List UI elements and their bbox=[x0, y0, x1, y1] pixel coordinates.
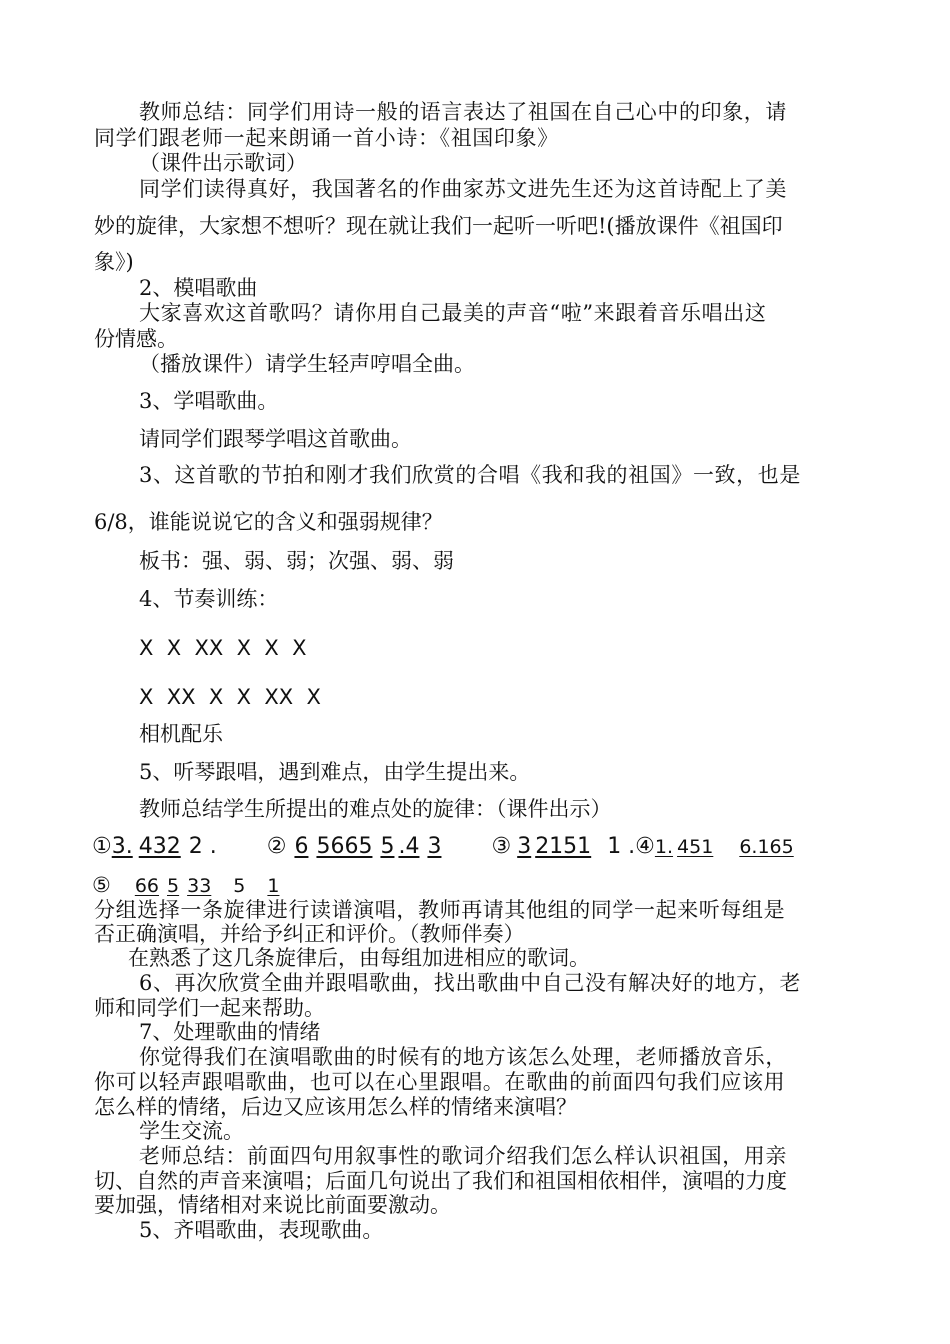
melody-4-note: 165 bbox=[757, 836, 794, 858]
melody-1-note: 3. bbox=[111, 834, 133, 859]
melody-4-note: 451 bbox=[677, 836, 714, 858]
paragraph-line: 你可以轻声跟唱歌曲，也可以在心里跟唱。在歌曲的前面四句我们应该用 bbox=[94, 1070, 786, 1094]
melody-2-note: 6 bbox=[294, 834, 309, 859]
melody-3-note: 3 bbox=[517, 834, 532, 859]
paragraph-line: 师和同学们一起来帮助。 bbox=[94, 996, 325, 1020]
paragraph-line: 教师总结学生所提出的难点处的旋律：（课件出示） bbox=[139, 797, 612, 821]
melody-1-number: ① bbox=[92, 834, 112, 859]
paragraph-line: 相机配乐 bbox=[139, 722, 223, 746]
melody-5-note: 5 bbox=[233, 875, 246, 897]
melody-4-note: 1. bbox=[654, 836, 674, 858]
section-heading: 4、节奏训练： bbox=[139, 587, 279, 611]
paragraph-line: 老师总结：前面四句用叙事性的歌词介绍我们怎么样认识祖国，用亲 bbox=[139, 1144, 787, 1168]
melody-5-note: 5 bbox=[167, 875, 180, 897]
melody-5-number: ⑤ bbox=[92, 873, 111, 897]
melody-4-note: 6. bbox=[739, 836, 758, 858]
melody-1-note: 432 bbox=[138, 834, 181, 859]
paragraph-line: 象》) bbox=[94, 250, 134, 274]
paragraph-line: 3、这首歌的节拍和刚才我们欣赏的合唱《我和我的祖国》一致，也是 bbox=[139, 463, 801, 487]
melody-2-note: 5665 bbox=[316, 834, 373, 859]
section-heading: 5、听琴跟唱，遇到难点，由学生提出来。 bbox=[139, 760, 531, 784]
paragraph-line: 学生交流。 bbox=[139, 1119, 244, 1143]
rhythm-line-2: X XX X X XX X bbox=[139, 685, 321, 709]
melody-4-number: ④ bbox=[635, 834, 655, 859]
melody-2-note: .4 bbox=[398, 834, 420, 859]
paragraph-line: 大家喜欢这首歌吗？请你用自己最美的声音“啦”来跟着音乐唱出这 bbox=[139, 301, 767, 325]
paragraph-line: （课件出示歌词） bbox=[139, 151, 307, 175]
melody-5-note: 1 bbox=[267, 875, 280, 897]
melody-line-1 bbox=[92, 835, 950, 859]
paragraph-line: 怎么样的情绪，后边又应该用怎么样的情绪来演唱？ bbox=[94, 1095, 577, 1119]
melody-5-note: 33 bbox=[187, 875, 212, 897]
melody-3-note: 2151 bbox=[535, 834, 592, 859]
section-heading: 2、模唱歌曲 bbox=[139, 276, 258, 300]
melody-2-note: 5 bbox=[380, 834, 395, 859]
melody-1-note: 2 . bbox=[188, 834, 217, 859]
paragraph-line: 份情感。 bbox=[94, 327, 178, 351]
paragraph-line: 在熟悉了这几条旋律后，由每组加进相应的歌词。 bbox=[128, 946, 590, 970]
melody-2-number: ② bbox=[266, 834, 287, 859]
paragraph-line: 教师总结：同学们用诗一般的语言表达了祖国在自己心中的印象，请 bbox=[139, 100, 787, 124]
paragraph-line: 6、再次欣赏全曲并跟唱歌曲，找出歌曲中自己没有解决好的地方，老 bbox=[139, 971, 801, 995]
paragraph-line: 同学们读得真好，我国著名的作曲家苏文进先生还为这首诗配上了美 bbox=[139, 177, 787, 201]
paragraph-line: 请同学们跟琴学唱这首歌曲。 bbox=[139, 427, 412, 451]
paragraph-line: 要加强，情绪相对来说比前面要激动。 bbox=[94, 1193, 451, 1217]
melody-line-2 bbox=[92, 873, 950, 898]
paragraph-line: （播放课件）请学生轻声哼唱全曲。 bbox=[139, 352, 475, 376]
paragraph-line: 否正确演唱，并给予纠正和评价。（教师伴奏） bbox=[94, 922, 525, 946]
paragraph-line: 切、自然的声音来演唱；后面几句说出了我们和祖国相依相伴，演唱的力度 bbox=[94, 1169, 787, 1193]
rhythm-line-1: X X XX X X X bbox=[139, 636, 307, 660]
section-heading: 7、处理歌曲的情绪 bbox=[139, 1020, 321, 1044]
melody-2-note: 3 bbox=[427, 834, 442, 859]
section-heading: 3、学唱歌曲。 bbox=[139, 389, 279, 413]
section-heading: 5、齐唱歌曲，表现歌曲。 bbox=[139, 1218, 384, 1242]
paragraph-line: 妙的旋律，大家想不想听？现在就让我们一起听一听吧!(播放课件《祖国印 bbox=[94, 214, 783, 238]
paragraph-line: 你觉得我们在演唱歌曲的时候有的地方该怎么处理，老师播放音乐， bbox=[139, 1045, 787, 1069]
paragraph-line: 板书：强、弱、弱；次强、弱、弱 bbox=[139, 549, 454, 573]
melody-3-number: ③ bbox=[491, 834, 512, 859]
paragraph-line: 分组选择一条旋律进行读谱演唱，教师再请其他组的同学一起来听每组是 bbox=[94, 898, 786, 922]
melody-5-note: 66 bbox=[134, 875, 160, 897]
melody-3-note: 1 . bbox=[607, 834, 636, 859]
paragraph-line: 同学们跟老师一起来朗诵一首小诗：《祖国印象》 bbox=[94, 126, 559, 150]
paragraph-line: 6/8，谁能说说它的含义和强弱规律？ bbox=[94, 510, 443, 534]
